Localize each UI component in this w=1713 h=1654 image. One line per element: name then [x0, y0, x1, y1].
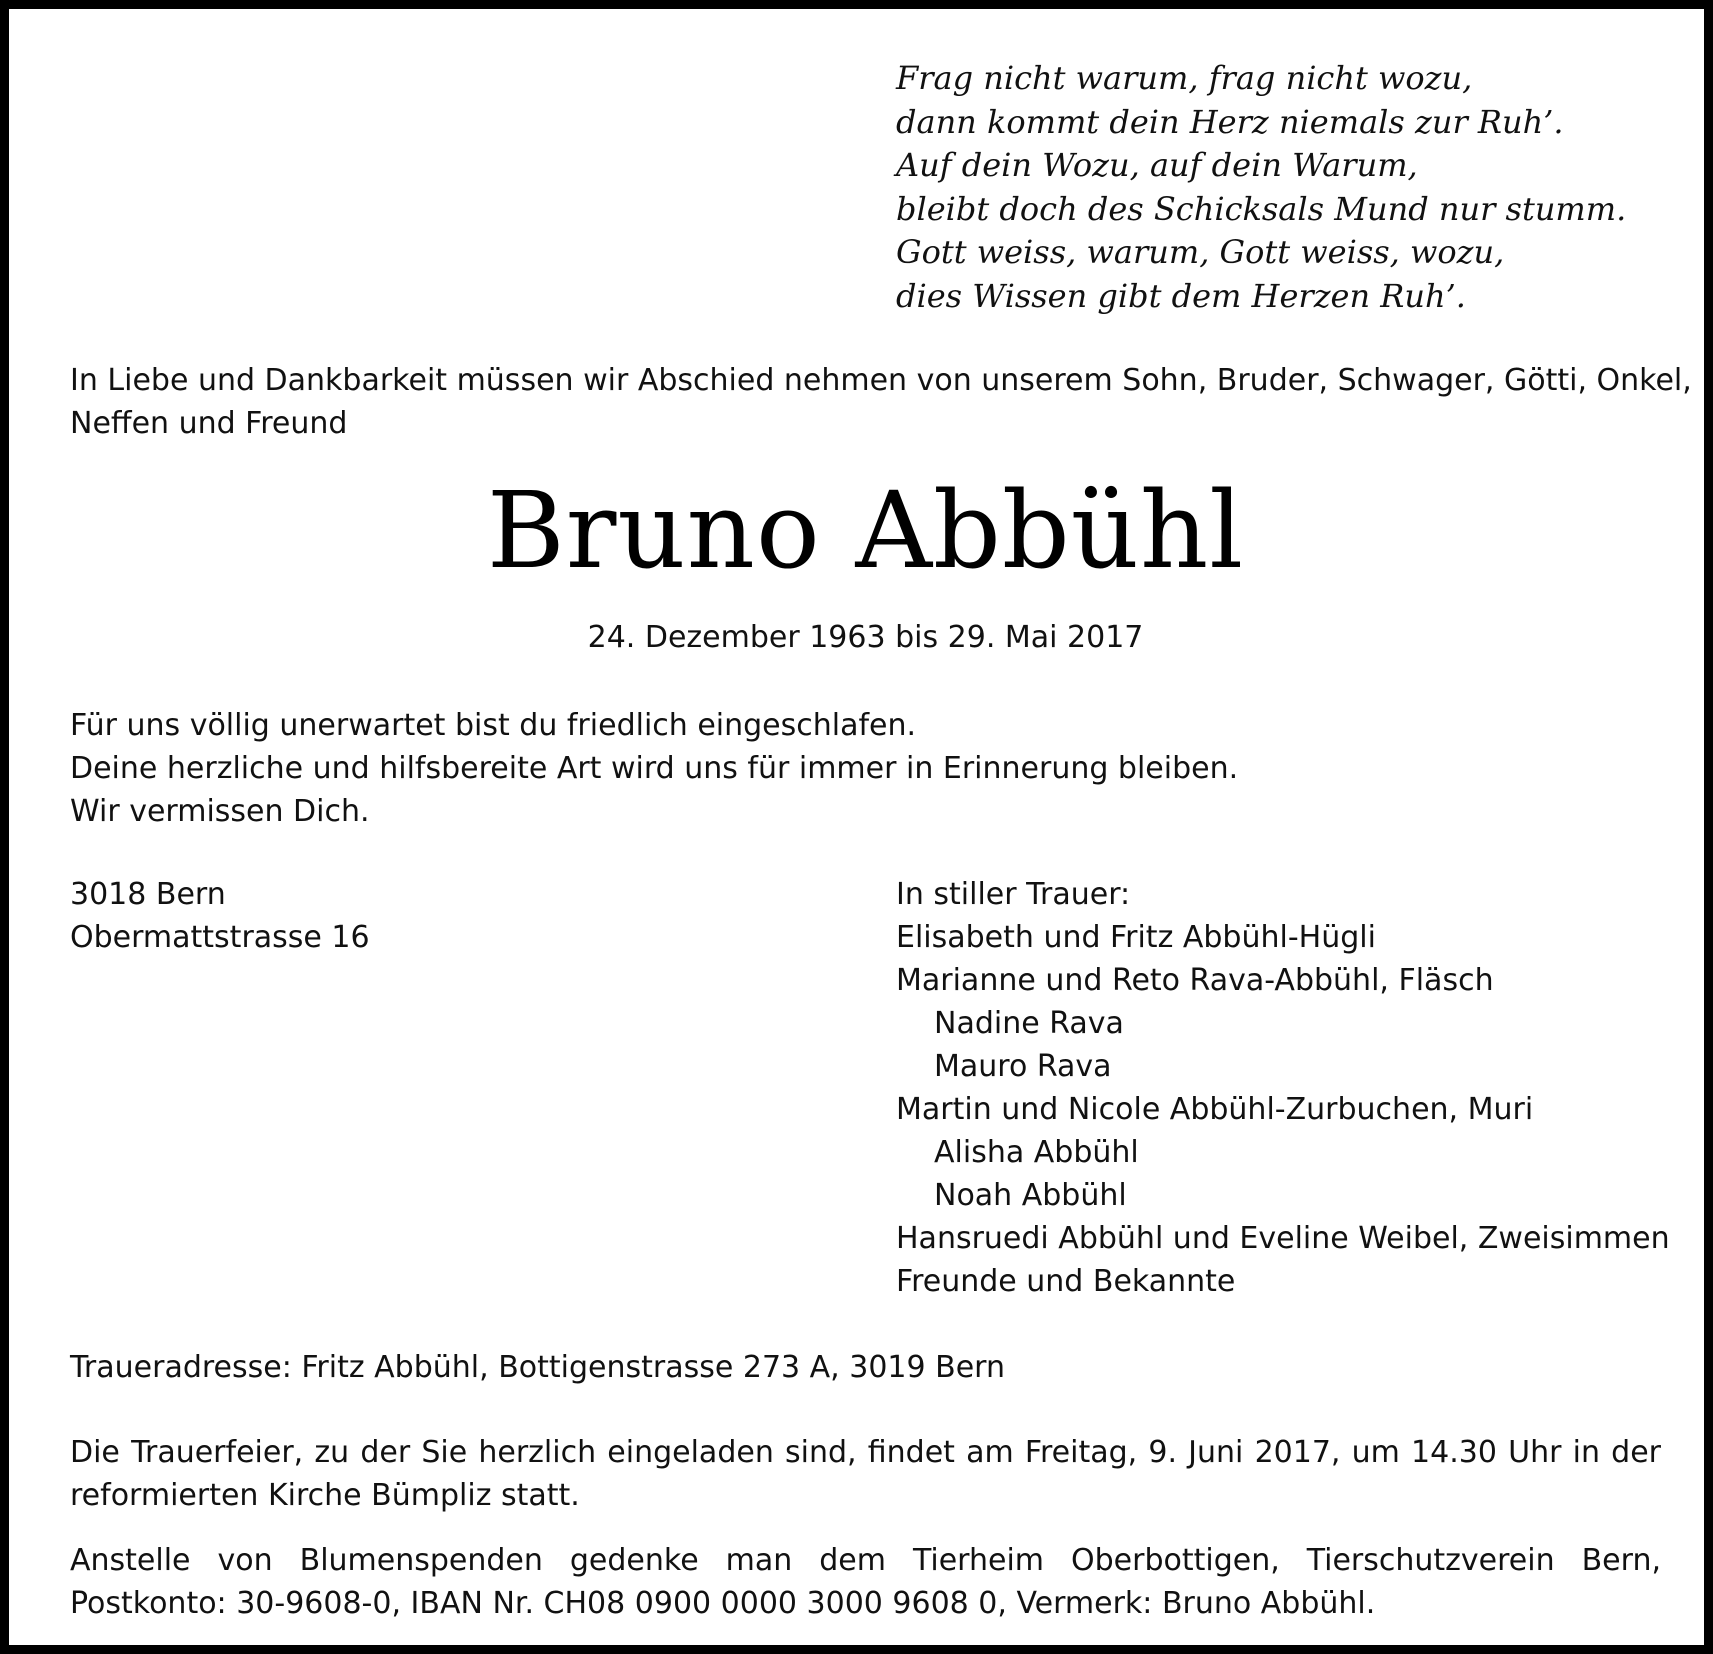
- poem: [896, 57, 1656, 318]
- address-city: 3018 Bern: [70, 877, 226, 912]
- address-street: Obermattstrasse 16: [70, 920, 370, 955]
- mourners-heading: In stiller Trauer:: [896, 877, 1131, 912]
- mourner: Alisha Abbühl: [934, 1135, 1139, 1170]
- ceremony-info: Die Trauerfeier, zu der Sie herzlich eingeladen sind, findet am Freitag, 9. Juni 2017, um 14.30 Uhr in der reformierten Kirche Bümpliz statt.: [70, 1435, 1661, 1513]
- intro-text: [70, 359, 1692, 445]
- message-line: Wir vermissen Dich.: [70, 794, 370, 829]
- mourner: Mauro Rava: [934, 1049, 1112, 1084]
- intro-line: Neffen und Freund: [70, 406, 348, 441]
- farewell-message: [70, 704, 1370, 833]
- life-dates: 24. Dezember 1963 bis 29. Mai 2017: [587, 620, 1144, 655]
- donation-info: Anstelle von Blumenspenden gedenke man dem Tierheim Oberbottigen, Tierschutzverein Bern, Postkonto: 30-9608-0, IBAN Nr. CH08 0900 0000 3000 9608 0, Vermerk: Bruno Abbühl.: [70, 1543, 1661, 1621]
- mourner: Freunde und Bekannte: [896, 1264, 1236, 1299]
- poem-line: dies Wissen gibt dem Herzen Ruh’.: [896, 276, 1466, 315]
- mourners-list: [896, 873, 1696, 1303]
- mourner: Nadine Rava: [934, 1006, 1124, 1041]
- poem-line: bleibt doch des Schicksals Mund nur stumm.: [896, 189, 1627, 228]
- message-line: Für uns völlig unerwartet bist du friedlich eingeschlafen.: [70, 708, 917, 743]
- mourner: Marianne und Reto Rava-Abbühl, Fläsch: [896, 963, 1494, 998]
- mourner: Martin und Nicole Abbühl-Zurbuchen, Muri: [896, 1092, 1534, 1127]
- mourner: Hansruedi Abbühl und Eveline Weibel, Zweisimmen: [896, 1221, 1670, 1256]
- mourning-address: Traueradresse: Fritz Abbühl, Bottigenstrasse 273 A, 3019 Bern: [70, 1350, 1005, 1385]
- mourner: Noah Abbühl: [934, 1178, 1127, 1213]
- home-address: [70, 873, 370, 959]
- poem-line: Frag nicht warum, frag nicht wozu,: [896, 59, 1473, 97]
- mourner: Elisabeth und Fritz Abbühl-Hügli: [896, 920, 1376, 955]
- deceased-name: Bruno Abbühl: [486, 469, 1245, 592]
- message-line: Deine herzliche und hilfsbereite Art wird uns für immer in Erinnerung bleiben.: [70, 751, 1239, 786]
- intro-line: In Liebe und Dankbarkeit müssen wir Abschied nehmen von unserem Sohn, Bruder, Schwager, Götti, Onkel,: [70, 363, 1692, 398]
- poem-line: Gott weiss, warum, Gott weiss, wozu,: [896, 233, 1505, 271]
- poem-line: dann kommt dein Herz niemals zur Ruh’.: [896, 102, 1564, 141]
- poem-line: Auf dein Wozu, auf dein Warum,: [896, 146, 1418, 184]
